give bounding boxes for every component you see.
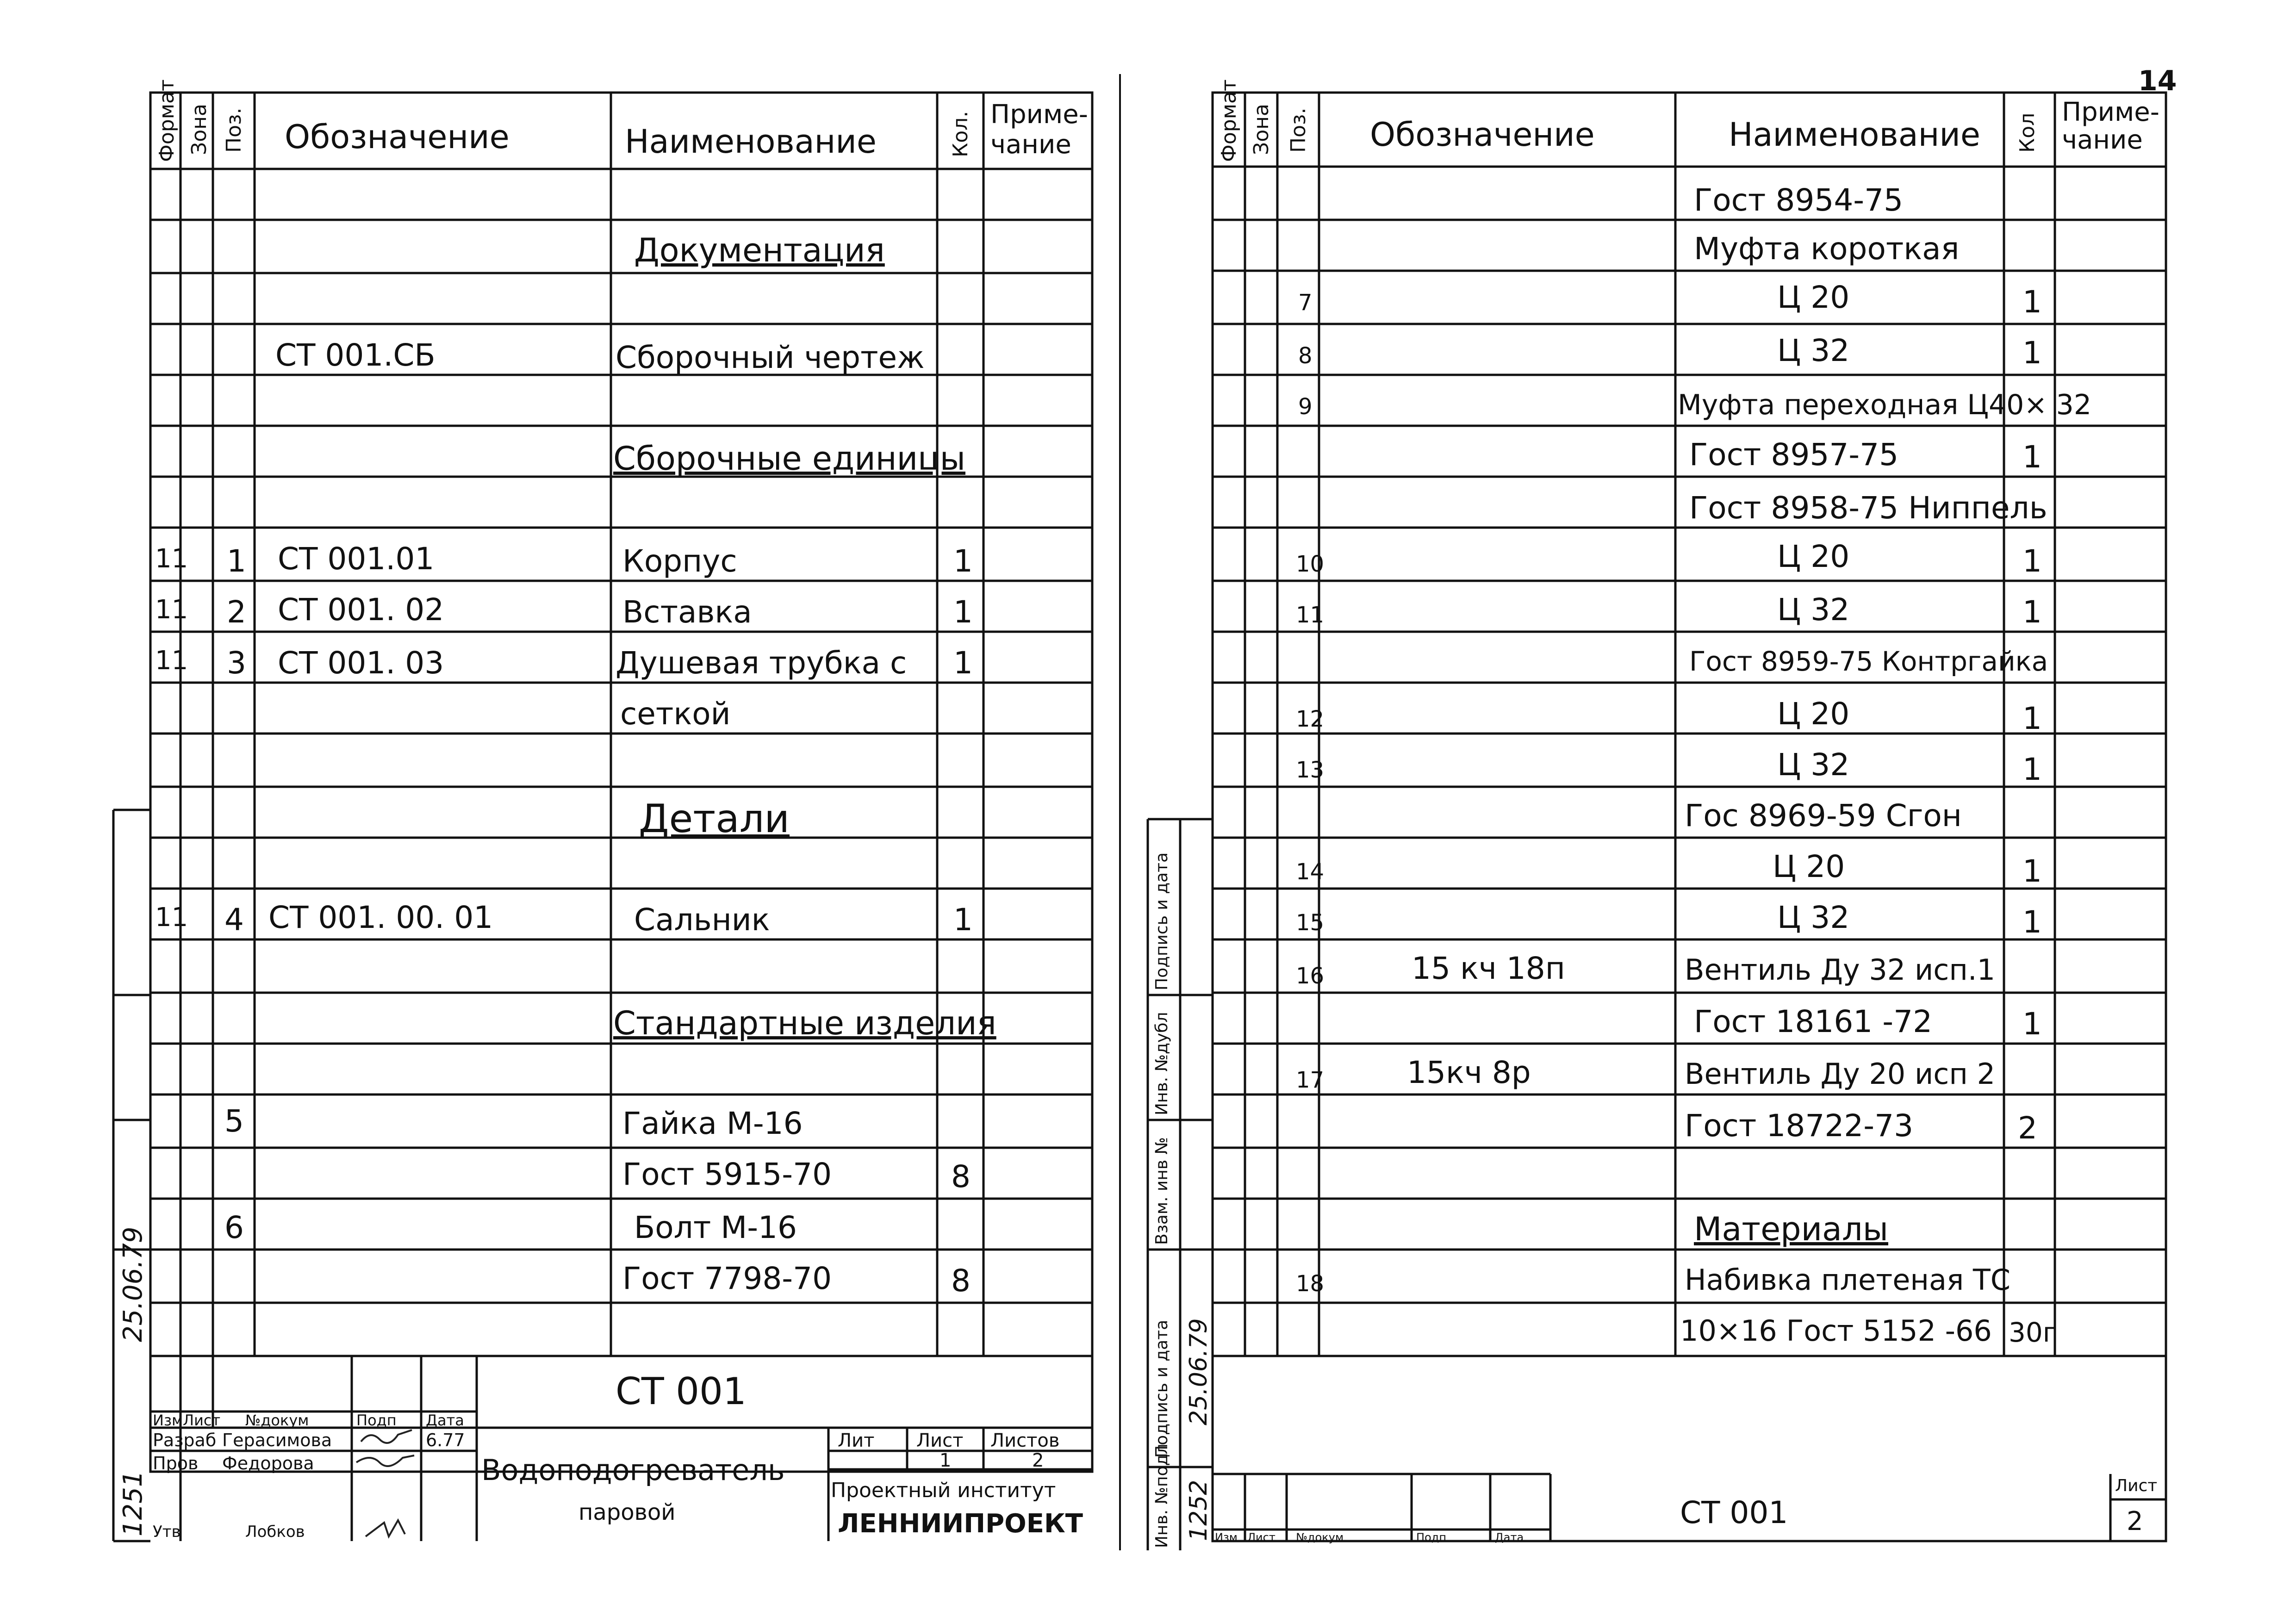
- format: 11: [155, 646, 188, 676]
- side-handwritten-date: 25.06.79: [118, 1226, 148, 1342]
- item-name: сеткой: [620, 696, 731, 732]
- item-name: Гост 7798-70: [622, 1261, 832, 1296]
- side-label-signature-date: Подпись и дата: [1152, 852, 1171, 990]
- item-name: Сальник: [634, 902, 770, 938]
- stamp-h-izm: Изм: [153, 1412, 183, 1429]
- header-note-line2: чание: [990, 130, 1071, 160]
- item-name: 10×16 Гост 5152 -66: [1680, 1314, 1992, 1348]
- quantity: 1: [953, 594, 973, 630]
- designation: 15 кч 18п: [1412, 951, 1565, 986]
- header-note-line1: Приме-: [2062, 97, 2159, 127]
- position: 15: [1296, 910, 1325, 936]
- stamp-utv: Утв: [153, 1523, 181, 1541]
- quantity: 1: [2022, 335, 2042, 371]
- stamp-h-izm: Изм: [1215, 1531, 1238, 1544]
- side-label-inv-podl: Инв. №подл: [1152, 1443, 1171, 1548]
- stamp-list-label: Лист: [2115, 1476, 2158, 1495]
- side-handwritten-date: 25.06.79: [1185, 1318, 1213, 1425]
- stamp-prov: Пров: [153, 1453, 199, 1474]
- side-handwritten-number: 1252: [1185, 1480, 1213, 1541]
- stamp-h-data: Дата: [426, 1412, 464, 1429]
- position: 1: [227, 543, 246, 579]
- designation: СТ 001. 00. 01: [268, 900, 493, 935]
- designation: СТ 001.01: [278, 541, 435, 577]
- quantity: 1: [2022, 543, 2042, 579]
- side-label-inv-dubl: Инв. №дубл: [1152, 1012, 1171, 1115]
- item-name: Сборочный чертеж: [616, 340, 925, 375]
- item-name: Гост 8959-75 Контргайка: [1689, 646, 2048, 677]
- item-name: Ц 32: [1777, 747, 1850, 783]
- quantity: 1: [953, 543, 973, 579]
- position: 8: [1298, 343, 1313, 369]
- section-documentation: Документация: [634, 231, 885, 269]
- header-designation: Обозначение: [1370, 116, 1595, 154]
- quantity: 8: [951, 1263, 971, 1299]
- designation: 15кч 8р: [1407, 1055, 1531, 1090]
- header-pos: Поз.: [222, 107, 246, 153]
- quantity: 2: [2018, 1110, 2037, 1146]
- stamp-list-value: 2: [2127, 1506, 2143, 1536]
- stamp-list: Лист: [916, 1430, 964, 1451]
- position: 4: [224, 902, 244, 938]
- item-name: Гост 8958-75 Ниппель: [1689, 490, 2047, 526]
- header-note-line2: чание: [2062, 125, 2143, 155]
- item-name: Гайка М-16: [622, 1106, 803, 1141]
- item-name: Набивка плетеная ТС: [1685, 1263, 2011, 1297]
- header-name: Наименование: [625, 123, 877, 161]
- position: 17: [1296, 1067, 1325, 1093]
- section-assemblies: Сборочные единицы: [613, 440, 965, 478]
- position: 11: [1296, 602, 1325, 628]
- quantity: 8: [951, 1159, 971, 1194]
- header-zone: Зона: [1250, 104, 1273, 155]
- item-name: Ц 32: [1777, 333, 1850, 368]
- stamp-h-list: Лист: [183, 1412, 221, 1429]
- stamp-h-data: Дата: [1495, 1531, 1524, 1544]
- stamp-prov-name: Федорова: [222, 1453, 314, 1474]
- header-qty: Кол.: [949, 111, 972, 157]
- position: 12: [1296, 706, 1325, 732]
- stamp-listov: Листов: [990, 1430, 1060, 1451]
- section-materials: Материалы: [1694, 1210, 1888, 1248]
- stamp-utv-name: Лобков: [245, 1523, 305, 1541]
- position: 5: [224, 1103, 244, 1139]
- quantity: 1: [2022, 439, 2042, 475]
- item-name: Вентиль Ду 20 исп 2: [1685, 1057, 1996, 1091]
- stamp-code: СТ 001: [616, 1370, 747, 1413]
- format: 11: [155, 595, 188, 625]
- item-name: Вставка: [622, 594, 752, 630]
- item-name: Ц 20: [1777, 696, 1850, 732]
- stamp-h-podp: Подп: [356, 1412, 397, 1429]
- page-mark: 14: [2138, 65, 2177, 97]
- quantity: 1: [2022, 284, 2042, 320]
- item-name: Корпус: [622, 543, 737, 579]
- position: 6: [224, 1210, 244, 1245]
- item-name: Муфта короткая: [1694, 231, 1960, 267]
- item-name: Ц 20: [1777, 539, 1850, 574]
- designation: СТ 001. 03: [278, 645, 444, 681]
- designation: СТ 001.СБ: [275, 337, 436, 373]
- stamp-razrab-date: 6.77: [426, 1430, 465, 1450]
- stamp-listov-value: 2: [1032, 1450, 1044, 1471]
- quantity: 1: [2022, 1006, 2042, 1042]
- item-name: Гост 8954-75: [1694, 182, 1904, 218]
- stamp-list-value: 1: [940, 1450, 952, 1471]
- quantity: 1: [2022, 853, 2042, 889]
- item-name: Ц 32: [1777, 900, 1850, 935]
- item-name: Гос 8969-59 Сгон: [1685, 798, 1962, 833]
- side-label-vzam-inv: Взам. инв №: [1152, 1137, 1171, 1245]
- stamp-razrab-name: Герасимова: [222, 1430, 332, 1450]
- header-pos: Поз.: [1287, 107, 1310, 153]
- side-handwritten-number: 1251: [118, 1470, 148, 1536]
- header-zone: Зона: [187, 104, 211, 155]
- position: 16: [1296, 963, 1325, 989]
- position: 3: [227, 645, 246, 681]
- quantity: 1: [953, 645, 973, 681]
- item-name: Гост 8957-75: [1689, 437, 1899, 473]
- stamp-org-line2: ЛЕННИИПРОЕКТ: [838, 1509, 1083, 1539]
- item-name: Вентиль Ду 32 исп.1: [1685, 953, 1996, 987]
- quantity: 1: [2022, 904, 2042, 940]
- position: 9: [1298, 394, 1313, 420]
- position: 13: [1296, 757, 1325, 783]
- item-name: Муфта переходная Ц40× 32: [1678, 389, 2091, 421]
- stamp-org-line1: Проектный институт: [831, 1479, 1056, 1502]
- stamp-lit: Лит: [838, 1430, 875, 1451]
- quantity: 1: [2022, 752, 2042, 787]
- designation: СТ 001. 02: [278, 592, 444, 628]
- stamp-h-doc: №докум: [245, 1412, 309, 1429]
- item-name: Гост 5915-70: [622, 1157, 832, 1192]
- format: 11: [155, 902, 188, 933]
- position: 10: [1296, 551, 1325, 577]
- item-name: Ц 32: [1777, 592, 1850, 628]
- stamp-code: СТ 001: [1680, 1495, 1788, 1530]
- stamp-h-podp: Подп: [1416, 1531, 1447, 1544]
- header-qty: Кол: [2016, 112, 2039, 153]
- item-name: Ц 20: [1777, 280, 1850, 315]
- format: 11: [155, 544, 188, 574]
- header-note-line1: Приме-: [990, 99, 1088, 130]
- side-label-signature-date-2: Подпись и дата: [1152, 1319, 1171, 1458]
- header-format: Формат: [155, 79, 179, 162]
- position: 14: [1296, 859, 1325, 885]
- quantity: 30г: [2009, 1317, 2057, 1348]
- position: 7: [1298, 290, 1313, 316]
- quantity: 1: [953, 902, 973, 938]
- section-details: Детали: [639, 796, 790, 841]
- item-name: Болт М-16: [634, 1210, 797, 1245]
- header-name: Наименование: [1729, 116, 1980, 154]
- header-format: Формат: [1217, 79, 1241, 162]
- item-name: Ц 20: [1773, 849, 1845, 884]
- stamp-razrab: Разраб: [153, 1430, 217, 1450]
- stamp-product-line1: Водоподогреватель: [481, 1453, 785, 1487]
- item-name: Гост 18722-73: [1685, 1108, 1914, 1144]
- position: 2: [227, 594, 246, 630]
- item-name: Душевая трубка с: [616, 645, 907, 681]
- quantity: 1: [2022, 594, 2042, 630]
- stamp-h-list: Лист: [1247, 1531, 1276, 1544]
- stamp-product-line2: паровой: [579, 1499, 676, 1525]
- position: 18: [1296, 1271, 1325, 1297]
- section-standard: Стандартные изделия: [613, 1004, 996, 1042]
- quantity: 1: [2022, 701, 2042, 736]
- item-name: Гост 18161 -72: [1694, 1004, 1933, 1039]
- header-designation: Обозначение: [285, 118, 510, 156]
- stamp-h-doc: №докум: [1296, 1531, 1344, 1544]
